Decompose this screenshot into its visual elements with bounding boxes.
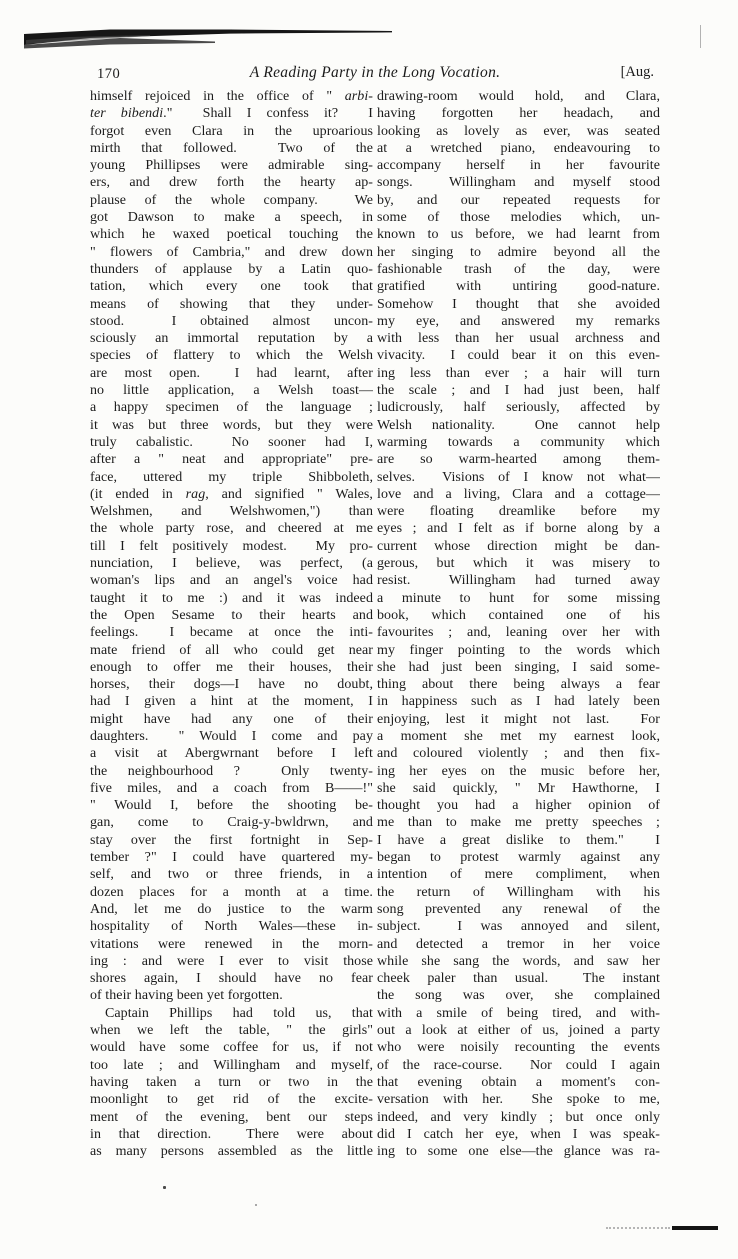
text-line: me than to make me pretty speeches ; [377, 815, 660, 831]
text-line: song prevented any renewal of the [377, 901, 660, 917]
text-line: the scale ; and I had just been, half [377, 383, 660, 399]
text-line: the song was over, she complained [377, 988, 660, 1004]
text-line: in happiness such as I had lately been [377, 694, 660, 710]
text-line: a visit at Abergwrnant before I left [90, 746, 373, 762]
text-line: ment of the evening, bent our steps [90, 1109, 373, 1125]
text-line: shores again, I should have no fear [90, 971, 373, 987]
text-line: ers, and drew forth the hearty ap- [90, 175, 373, 191]
text-line: as many persons assembled as the little [90, 1144, 373, 1160]
page-number: 170 [97, 66, 121, 82]
text-line: looking as lovely as ever, was seated [377, 123, 660, 139]
text-line: and coloured violently ; and then fix- [377, 746, 660, 762]
text-line: eyes ; and I felt as if borne along by a [377, 521, 660, 537]
text-line: indeed, and very kindly ; but once only [377, 1109, 660, 1125]
text-line: thunders of applause by a Latin quo- [90, 261, 373, 277]
text-line: (it ended in rag, and signified " Wales, [90, 486, 373, 502]
text-line: her singing to admire beyond all the [377, 244, 660, 260]
text-line: ludicrously, half seriously, affected by [377, 400, 660, 416]
text-line: gan, come to Craig-y-bwldrwn, and [90, 815, 373, 831]
text-line: the Open Sesame to their hearts and [90, 607, 373, 623]
text-line: intention of mere compliment, when [377, 867, 660, 883]
text-line: having forgotten her headach, and [377, 106, 660, 122]
text-line: known to us before, we had learnt from [377, 227, 660, 243]
text-line: fashionable trash of the day, were [377, 261, 660, 277]
text-line: vivacity. I could bear it on this even- [377, 348, 660, 364]
text-line: resist. Willingham had turned away [377, 573, 660, 589]
text-line: drawing-room would hold, and Clara, [377, 89, 660, 104]
text-line: tation, which every one took that [90, 279, 373, 295]
text-line: cheek paler than usual. The instant [377, 971, 660, 987]
text-line: stay over the first fortnight in Sep- [90, 832, 373, 848]
ink-speck [255, 1204, 257, 1206]
text-line: young Phillipses were admirable sing- [90, 158, 373, 174]
text-line: daughters. " Would I come and pay [90, 728, 373, 744]
text-line: she said quickly, " Mr Hawthorne, I [377, 780, 660, 796]
text-line: means of showing that they under- [90, 296, 373, 312]
text-line: a happy specimen of the language ; [90, 400, 373, 416]
scan-mark-vertical [700, 25, 701, 48]
text-line: are so warm-hearted among them- [377, 452, 660, 468]
text-line: vitations were renewed in the morn- [90, 936, 373, 952]
text-line: Welshmen, and Welshwomen,") than [90, 504, 373, 520]
text-line: gratified with untiring good-nature. [377, 279, 660, 295]
text-line: the whole party rose, and cheered at me [90, 521, 373, 537]
left-text-column [90, 88, 373, 1160]
text-line: with a smile of being tired, and with- [377, 1005, 660, 1021]
text-line: she had just been singing, I said some- [377, 659, 660, 675]
text-line: thought you had a higher opinion of [377, 798, 660, 814]
text-line: accompany herself in her favourite [377, 158, 660, 174]
text-line: Somehow I thought that she avoided [377, 296, 660, 312]
ink-smudge-artifact [0, 0, 420, 60]
text-line: who were noisily recounting the events [377, 1040, 660, 1056]
text-line: subject. I was annoyed and silent, [377, 919, 660, 935]
text-line: Welsh nationality. One cannot help [377, 417, 660, 433]
text-line: with less than her usual archness and [377, 331, 660, 347]
text-line: my finger pointing to the words which [377, 642, 660, 658]
text-line: would have some coffee for us, if not [90, 1040, 373, 1056]
scan-mark-dash [672, 1226, 718, 1230]
text-line: when we left the table, " the girls" [90, 1023, 373, 1039]
text-line: got Dawson to make a speech, in [90, 210, 373, 226]
text-line: stood. I obtained almost uncon- [90, 313, 373, 329]
text-line: nunciation, I believe, was perfect, (a [90, 556, 373, 572]
text-line: had I given a hint at the moment, I [90, 694, 373, 710]
text-line: too late ; and Willingham and myself, [90, 1057, 373, 1073]
text-line: five miles, and a coach from B——!" [90, 780, 373, 796]
text-line: book, which contained one of his [377, 607, 660, 623]
text-line: of the race-course. Nor could I again [377, 1057, 660, 1073]
text-line: face, uttered my triple Shibboleth, [90, 469, 373, 485]
text-line: " Would I, before the shooting be- [90, 798, 373, 814]
text-line: began to protest warmly against any [377, 850, 660, 866]
text-line: at a wretched piano, endeavouring to [377, 140, 660, 156]
text-line: which he waxed poetical touching the [90, 227, 373, 243]
text-line: versation with her. She spoke to me, [377, 1092, 660, 1108]
text-line: favourites ; and, leaning over her with [377, 625, 660, 641]
text-line: were floating dreamlike before my [377, 504, 660, 520]
text-line: love and a living, Clara and a cottage— [377, 486, 660, 502]
scan-mark-dotted [606, 1227, 670, 1229]
text-line: having taken a turn or two in the [90, 1074, 373, 1090]
text-line: while she sang the words, and saw her [377, 953, 660, 969]
text-line: mirth that followed. Two of the [90, 140, 373, 156]
ink-speck [163, 1186, 166, 1189]
text-line: after a " neat and appropriate" pre- [90, 452, 373, 468]
text-line: current whose direction might be dan- [377, 538, 660, 554]
text-line: And, let me do justice to the warm [90, 901, 373, 917]
text-line: are most open. I had learnt, after [90, 365, 373, 381]
text-line: tember ?" I could have quartered my- [90, 850, 373, 866]
text-line: might have had any one of their [90, 711, 373, 727]
text-line: horses, their dogs—I have no doubt, [90, 677, 373, 693]
page-header [90, 64, 660, 86]
text-line: selves. Visions of I know not what— [377, 469, 660, 485]
text-line: did I catch her eye, when I was speak- [377, 1126, 660, 1142]
text-line: woman's lips and an angel's voice had [90, 573, 373, 589]
text-line: some of those melodies which, un- [377, 210, 660, 226]
text-line: hospitality of North Wales—these in- [90, 919, 373, 935]
text-line: I have a great dislike to them." I [377, 832, 660, 848]
text-line: songs. Willingham and myself stood [377, 175, 660, 191]
text-line: the neighbourhood ? Only twenty- [90, 763, 373, 779]
running-title: A Reading Party in the Long Vocation. [249, 64, 501, 81]
text-line: ing to some one else—the glance was ra- [377, 1144, 660, 1160]
text-line: my eye, and answered my remarks [377, 313, 660, 329]
text-line: plause of the whole company. We [90, 192, 373, 208]
right-text-column [377, 88, 660, 1160]
text-line: enjoying, lest it might not last. For [377, 711, 660, 727]
text-line: by, and our repeated requests for [377, 192, 660, 208]
text-line: himself rejoiced in the office of " arbi- [90, 89, 373, 104]
text-line: ing her eyes on the music before her, [377, 763, 660, 779]
text-line: that evening obtain a moment's con- [377, 1074, 660, 1090]
text-line: thing about there being always a fear [377, 677, 660, 693]
text-line: of their having been yet forgotten. [90, 988, 283, 1004]
text-line: sciously an immortal reputation by a [90, 331, 373, 347]
text-line: truly cabalistic. No sooner had I, [90, 434, 373, 450]
text-line: warming towards a community which [377, 434, 660, 450]
issue-date-label: [Aug. [620, 64, 654, 80]
text-line: a minute to hunt for some missing [377, 590, 660, 606]
text-line: species of flattery to which the Welsh [90, 348, 373, 364]
text-line: dozen places for a month at a time. [90, 884, 373, 900]
text-line: and detected a tremor in her voice [377, 936, 660, 952]
text-line: moonlight to get rid of the excite- [90, 1092, 373, 1108]
text-line: " flowers of Cambria," and drew down [90, 244, 373, 260]
text-line: gerous, but which it was misery to [377, 556, 660, 572]
text-line: it was but three words, but they were [90, 417, 373, 433]
text-line: ter bibendi." Shall I confess it? I [90, 106, 373, 122]
text-line: no little application, a Welsh toast— [90, 383, 373, 399]
text-line: ing : and were I ever to visit those [90, 953, 373, 969]
text-line: self, and two or three friends, in a [90, 867, 373, 883]
text-line: till I felt positively modest. My pro- [90, 538, 373, 554]
text-line: a moment she met my earnest look, [377, 728, 660, 744]
text-line: feelings. I became at once the inti- [90, 625, 373, 641]
text-line: forgot even Clara in the uproarious [90, 123, 373, 139]
text-line: Captain Phillips had told us, that [105, 1005, 373, 1021]
text-line: mate friend of all who could get near [90, 642, 373, 658]
text-line: in that direction. There were about [90, 1126, 373, 1142]
text-line: taught it to me :) and it was indeed [90, 590, 373, 606]
text-line: ing less than ever ; a hair will turn [377, 365, 660, 381]
text-line: enough to offer me their houses, their [90, 659, 373, 675]
text-line: the return of Willingham with his [377, 884, 660, 900]
text-line: out a look at either of us, joined a party [377, 1023, 660, 1039]
